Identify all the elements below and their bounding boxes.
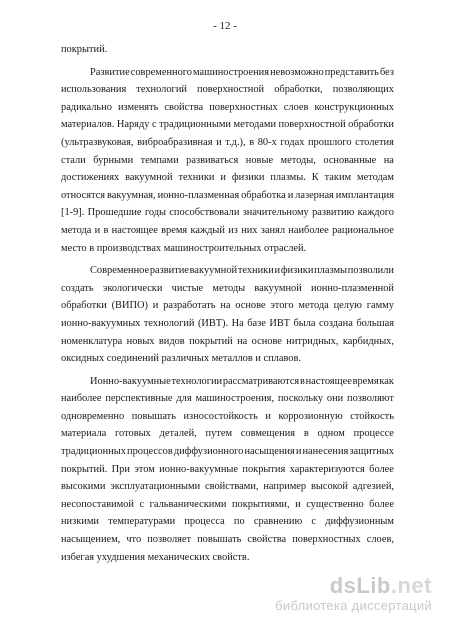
- text-line: наиболее перспективные для машиностроения, поскольку они позволяют: [61, 393, 394, 405]
- page-number: - 12 -: [213, 20, 237, 32]
- text-line: (ультразвуковая, виброабразивная и т.д.), в 80-х годах прошлого столетия: [61, 136, 394, 148]
- watermark-logo-main: dsLib: [329, 573, 391, 598]
- text-line: избегая ухудшения механических свойств.: [61, 551, 250, 563]
- text-line: относятся вакуумная, ионно-плазменная обработка и лазерная имплантация: [61, 189, 394, 201]
- text-line: метода и в настоящее время каждый из них занял наиболее рациональное: [61, 224, 394, 236]
- text-line: насыщением, что позволяет повышать свойства поверхностных слоев,: [61, 534, 394, 546]
- paragraph: [61, 64, 394, 258]
- text-line: ионно-вакуумных технологий (ИВТ). На базе ИВТ была создана большая: [61, 317, 394, 329]
- text-line: достижениях вакуумной техники и физики плазмы. К таким методам: [61, 172, 394, 184]
- text-line: одновременно повышать износостойкость и коррозионную стойкость: [61, 410, 394, 422]
- text-line: обработки (ВИПО) и разработать на основе этого метода целую гамму: [61, 300, 394, 312]
- text-line: создать экологически чистые методы вакуумной ионно-плазменной: [61, 282, 394, 294]
- paragraph: [61, 262, 394, 368]
- text-line: несопоставимой с гальваническими покрытиями, и существенно более: [61, 498, 394, 510]
- text-line: Развитие современного машиностроения невозможно представить без: [90, 66, 394, 78]
- text-line: оксидных соединений различных металлов и сплавов.: [61, 353, 301, 365]
- text-line: высокими эксплуатационными свойствами, например высокой адгезией,: [61, 481, 394, 493]
- text-line: традиционных процессов диффузионного насыщения и нанесения защитных: [61, 446, 394, 458]
- paragraph: [61, 373, 394, 567]
- text-line: материалов. Наряду с традиционными методами поверхностной обработки: [61, 119, 394, 131]
- text-line: использования технологий поверхностной обработки, позволяющих: [61, 84, 394, 96]
- text-line: Ионно-вакуумные технологии рассматриваются в настоящее время как: [90, 375, 394, 387]
- text-line: низкими температурами процесса по сравнению с диффузионным: [61, 516, 394, 528]
- paragraph: [61, 41, 394, 59]
- watermark-logo: [275, 574, 432, 598]
- text-line: радикально изменять свойства поверхностных слоев конструкционных: [61, 101, 394, 113]
- text-line: номенклатура новых видов покрытий на основе нитридных, карбидных,: [61, 335, 394, 347]
- watermark-logo-accent: .net: [390, 573, 432, 598]
- text-line: Современное развитие вакуумной техники и физики плазмы позволили: [90, 265, 394, 277]
- text-line: место в производствах машиностроительных отраслей.: [61, 242, 307, 254]
- watermark-subtitle: библиотека диссертаций: [275, 598, 432, 613]
- text-line: материала готовых деталей, путем совмещения в одном процессе: [61, 428, 394, 440]
- text-line: стали бурными темпами развиваться новые методы, основанные на: [61, 154, 394, 166]
- text-line: [1-9]. Прошедшие годы способствовали значительному развитию каждого: [61, 207, 394, 219]
- text-line: покрытий.: [61, 44, 108, 55]
- text-line: покрытий. При этом ионно-вакуумные покрытия характеризуются более: [61, 463, 394, 475]
- document-body: [61, 41, 394, 566]
- watermark: [275, 574, 432, 613]
